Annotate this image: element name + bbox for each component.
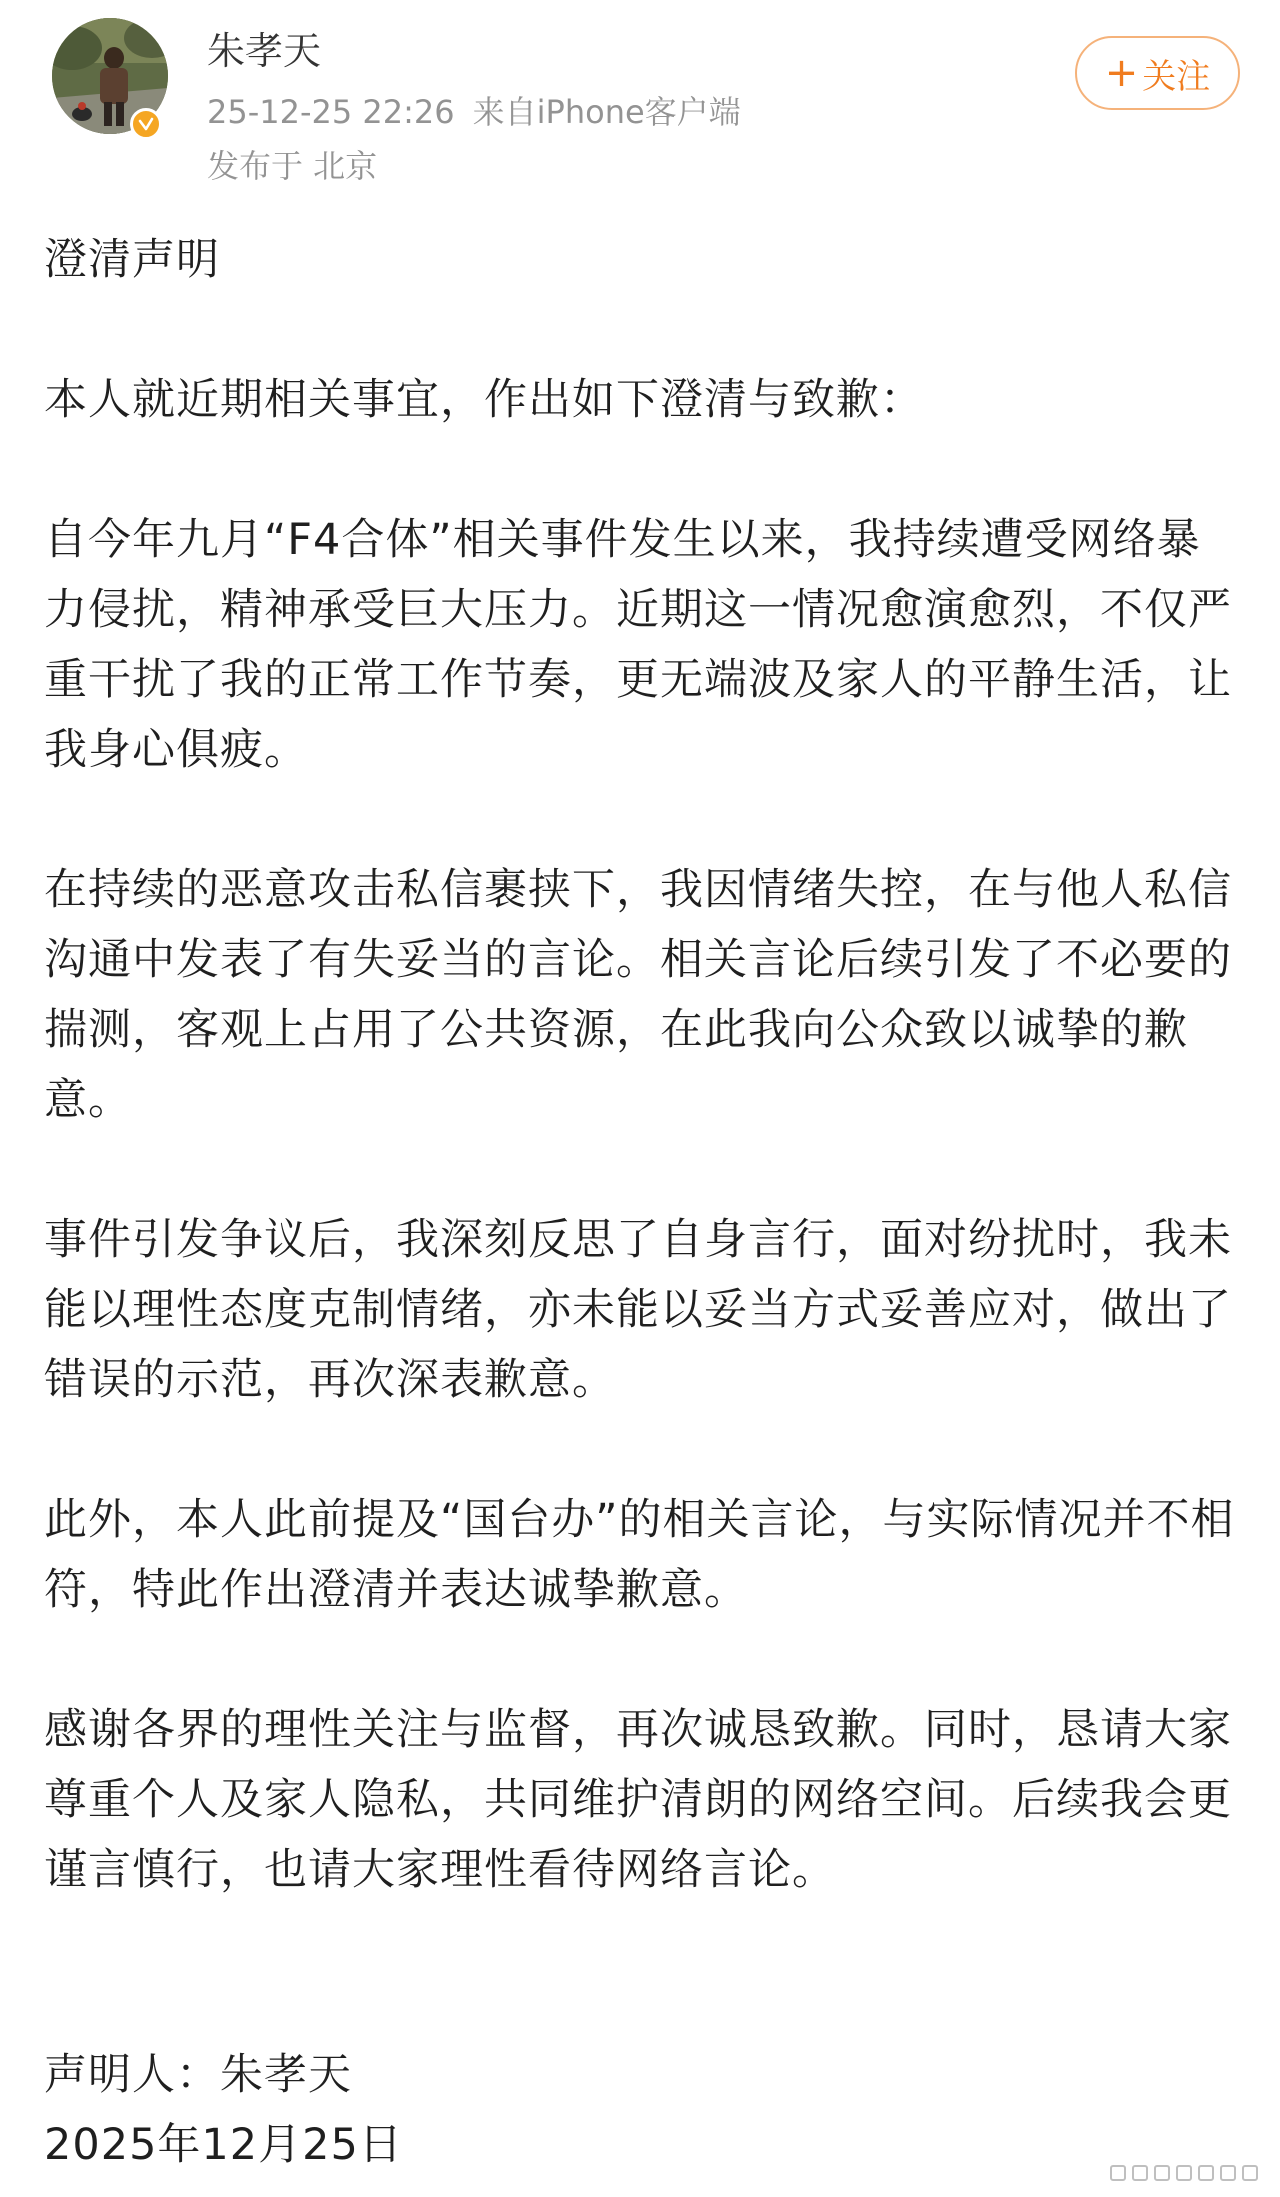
follow-button[interactable] — [1075, 36, 1240, 110]
statement-date: 2025年12月25日 — [44, 2120, 403, 2170]
statement-title: 澄清声明 — [44, 235, 220, 285]
post-meta — [207, 92, 741, 132]
statement-paragraph: 本人就近期相关事宜，作出如下澄清与致歉： — [44, 375, 924, 425]
checkmark-icon — [137, 115, 155, 133]
plus-icon: + — [1104, 50, 1139, 96]
post-timestamp: 25-12-25 22:26 — [207, 93, 455, 131]
statement-paragraph: 感谢各界的理性关注与监督，再次诚恳致歉。同时，恳请大家尊重个人及家人隐私，共同维护清朗的网络空间。后续我会更谨言慎行，也请大家理性看待网络言论。 — [44, 1705, 1232, 1895]
statement-paragraph: 在持续的恶意攻击私信裹挟下，我因情绪失控，在与他人私信沟通中发表了有失妥当的言论。相关言论后续引发了不必要的揣测，客观上占用了公共资源，在此我向公众致以诚挚的歉意。 — [44, 865, 1232, 1125]
watermark-dots-icon — [1048, 2155, 1258, 2191]
author-name[interactable]: 朱孝天 — [207, 29, 322, 73]
statement-paragraph: 自今年九月“F4合体”相关事件发生以来，我持续遭受网络暴力侵扰，精神承受巨大压力。近期这一情况愈演愈烈，不仅严重干扰了我的正常工作节奏，更无端波及家人的平静生活，让我身心俱疲。 — [44, 515, 1232, 775]
verified-badge-icon — [130, 108, 162, 140]
statement-paragraph: 事件引发争议后，我深刻反思了自身言行，面对纷扰时，我未能以理性态度克制情绪，亦未能以妥当方式妥善应对，做出了错误的示范，再次深表歉意。 — [44, 1215, 1232, 1405]
post-source: 来自iPhone客户端 — [472, 93, 741, 131]
statement-paragraph: 此外，本人此前提及“国台办”的相关言论，与实际情况并不相符，特此作出澄清并表达诚挚歉意。 — [44, 1495, 1235, 1615]
follow-label: 关注 — [1142, 56, 1211, 97]
statement-signer: 声明人：朱孝天 — [44, 2050, 352, 2100]
post-header — [0, 0, 1280, 195]
post-body — [44, 225, 1244, 1905]
post-location: 发布于 北京 — [207, 147, 378, 185]
